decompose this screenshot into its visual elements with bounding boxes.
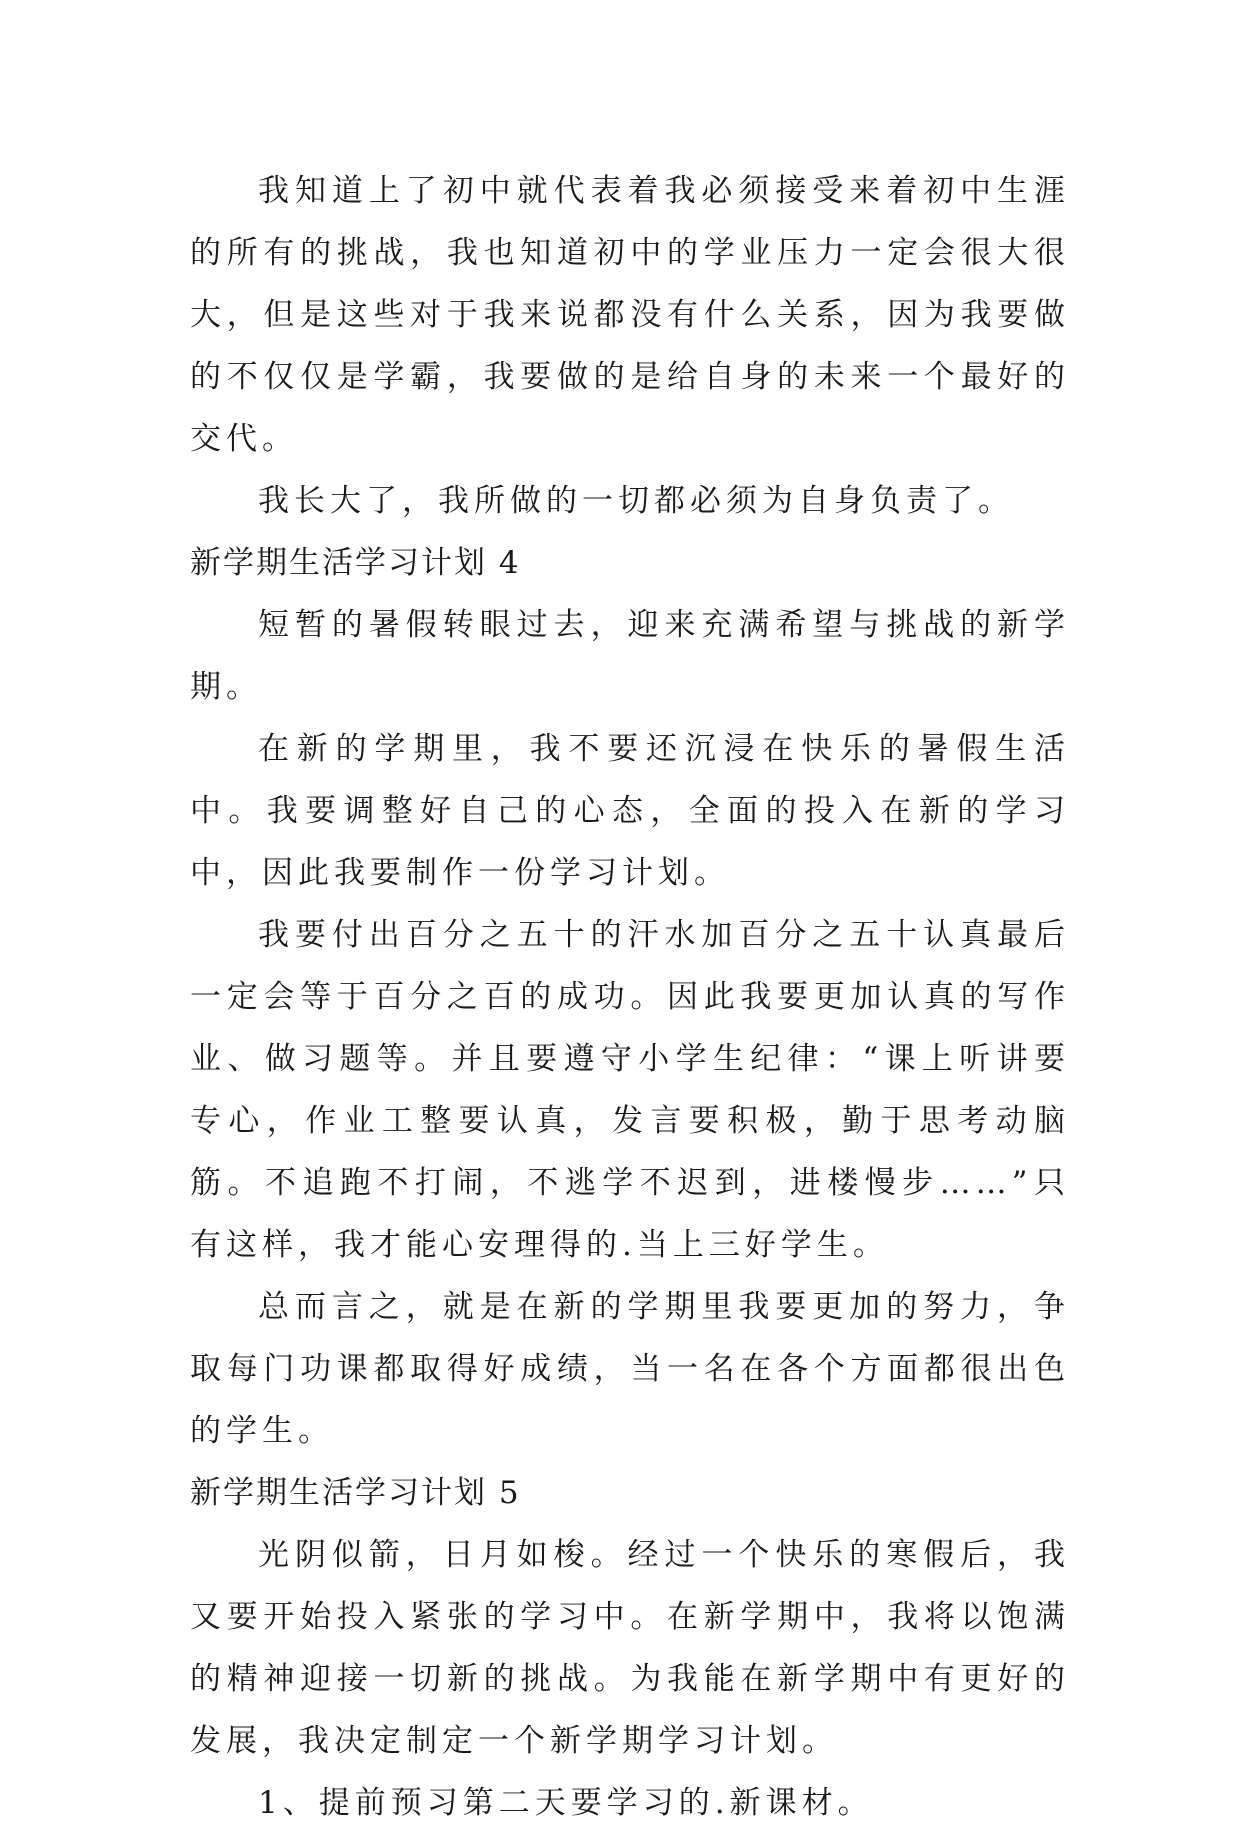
paragraph: 我知道上了初中就代表着我必须接受来着初中生涯的所有的挑战，我也知道初中的学业压力一定会很大很大，但是这些对于我来说都没有什么关系，因为我要做的不仅仅是学霸，我要做的是给自身的未来一个最好的交代。	[190, 173, 1070, 457]
document-body	[190, 160, 1070, 1834]
section-heading: 新学期生活学习计划 5	[190, 1475, 521, 1511]
paragraph: 我长大了，我所做的一切都必须为自身负责了。	[258, 483, 1014, 519]
paragraph: 短暂的暑假转眼过去，迎来充满希望与挑战的新学期。	[190, 607, 1070, 705]
section-heading: 新学期生活学习计划 4	[190, 545, 521, 581]
paragraph: 总而言之，就是在新的学期里我要更加的努力，争取每门功课都取得好成绩，当一名在各个方面都很出色的学生。	[190, 1289, 1070, 1449]
paragraph: 在新的学期里，我不要还沉浸在快乐的暑假生活中。我要调整好自己的心态，全面的投入在新的学习中，因此我要制作一份学习计划。	[190, 731, 1070, 891]
paragraph: 1、提前预习第二天要学习的.新课材。	[258, 1785, 874, 1821]
paragraph: 光阴似箭，日月如梭。经过一个快乐的寒假后，我又要开始投入紧张的学习中。在新学期中，我将以饱满的精神迎接一切新的挑战。为我能在新学期中有更好的发展，我决定制定一个新学期学习计划。	[190, 1537, 1070, 1759]
paragraph: 我要付出百分之五十的汗水加百分之五十认真最后一定会等于百分之百的成功。因此我要更加认真的写作业、做习题等。并且要遵守小学生纪律：“课上听讲要专心，作业工整要认真，发言要积极，勤于思考动脑筋。不追跑不打闹，不逃学不迟到，进楼慢步……”只有这样，我才能心安理得的.当上三好学生。	[190, 917, 1070, 1263]
